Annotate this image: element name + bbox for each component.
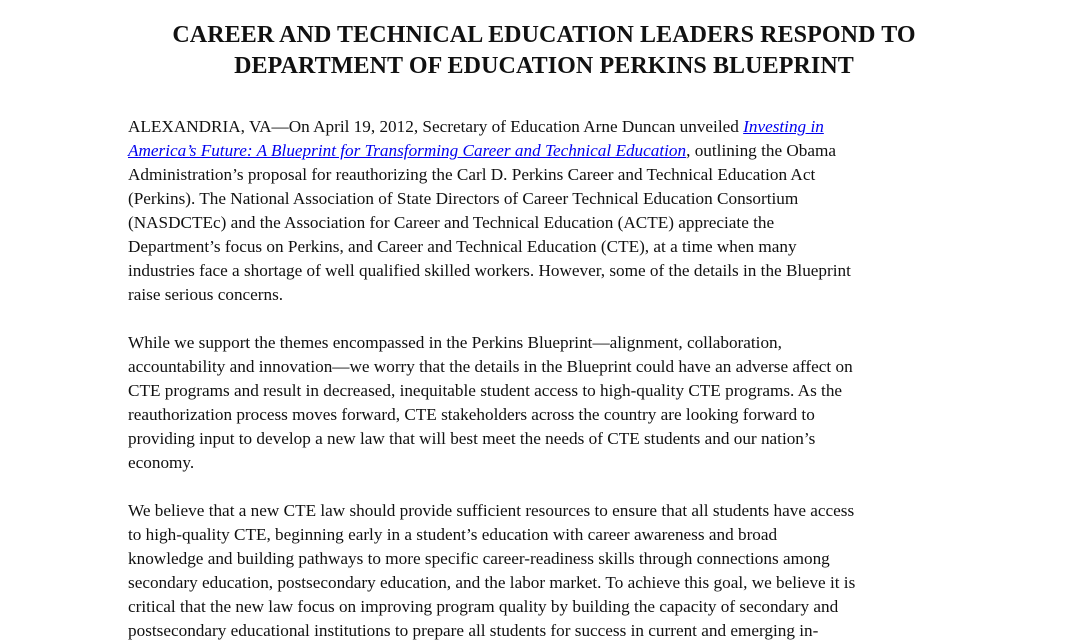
paragraph-line: accountability and innovation—we worry that the details in the Blueprint could have an adverse affect on [128, 357, 853, 376]
paragraph-2 [128, 331, 978, 475]
paragraph-line: industries face a shortage of well qualified skilled workers. However, some of the details in the Blueprint [128, 261, 851, 280]
paragraph-line: We believe that a new CTE law should provide sufficient resources to ensure that all students have access [128, 501, 855, 520]
paragraph-line: raise serious concerns. [128, 285, 284, 304]
paragraph-line: to high-quality CTE, beginning early in a student’s education with career awareness and broad [128, 525, 778, 544]
title-line-2: DEPARTMENT OF EDUCATION PERKINS BLUEPRINT [234, 53, 854, 79]
document-title [0, 20, 1088, 82]
paragraph-line: providing input to develop a new law that will best meet the needs of CTE students and our nation’s [128, 429, 816, 448]
paragraph-spacer [128, 307, 978, 331]
paragraph-line: critical that the new law focus on improving program quality by building the capacity of secondary and [128, 597, 839, 616]
paragraph-line: reauthorization process moves forward, CTE stakeholders across the country are looking forward to [128, 405, 815, 424]
paragraph-line: knowledge and building pathways to more specific career-readiness skills through connections among [128, 549, 830, 568]
paragraph-line: CTE programs and result in decreased, inequitable student access to high-quality CTE programs. As the [128, 381, 843, 400]
paragraph-line [128, 139, 978, 163]
paragraph-line: economy. [128, 453, 195, 472]
paragraph-3 [128, 499, 978, 643]
paragraph-line: postsecondary educational institutions to prepare all students for success in current and emerging in- [128, 621, 819, 640]
paragraph-line: (Perkins). The National Association of State Directors of Career Technical Education Consortium [128, 189, 799, 208]
paragraph-text: ALEXANDRIA, VA—On April 19, 2012, Secretary of Education Arne Duncan unveiled [128, 117, 744, 136]
paragraph-line: Administration’s proposal for reauthorizing the Carl D. Perkins Career and Technical Education Act [128, 165, 816, 184]
document-body [128, 115, 978, 643]
paragraph-line: While we support the themes encompassed in the Perkins Blueprint—alignment, collaboration, [128, 333, 782, 352]
paragraph-line [128, 115, 978, 139]
title-line-1: CAREER AND TECHNICAL EDUCATION LEADERS RESPOND TO [172, 22, 916, 48]
paragraph-1 [128, 115, 978, 307]
blueprint-link-part-2[interactable]: America’s Future: A Blueprint for Transforming Career and Technical Education [128, 141, 687, 160]
paragraph-spacer [128, 475, 978, 499]
paragraph-line: Department’s focus on Perkins, and Career and Technical Education (CTE), at a time when many [128, 237, 797, 256]
paragraph-line: secondary education, postsecondary education, and the labor market. To achieve this goal, we believe it is [128, 573, 856, 592]
blueprint-link-part-1[interactable]: Investing in [743, 117, 824, 136]
paragraph-text: , outlining the Obama [686, 141, 836, 160]
paragraph-line: (NASDCTEc) and the Association for Career and Technical Education (ACTE) appreciate the [128, 213, 775, 232]
